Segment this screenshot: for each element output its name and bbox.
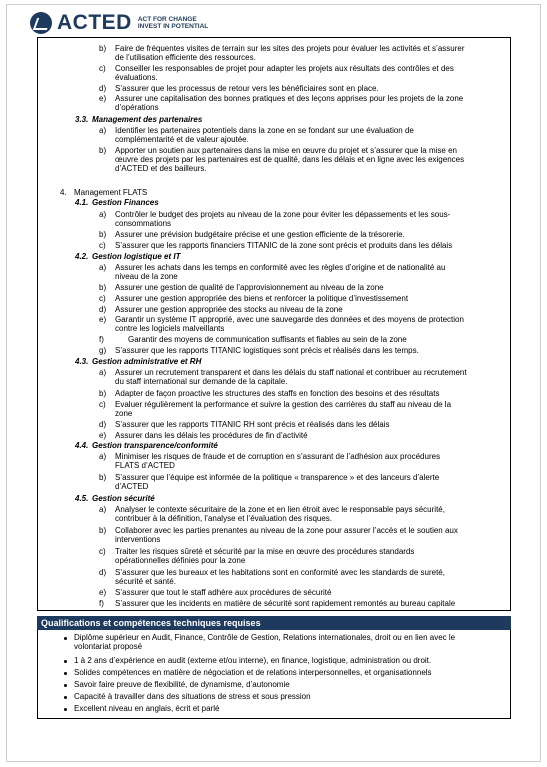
list-marker: d): [99, 305, 107, 314]
qualification-item: Capacité à travailler dans des situations de stress et sous pression: [74, 692, 311, 701]
list-marker: b): [99, 389, 107, 398]
list-marker: c): [99, 241, 106, 250]
list-marker: b): [99, 473, 107, 482]
logo-tagline-2: INVEST IN POTENTIAL: [137, 23, 209, 30]
list-item-text: Conseiller les responsables de projet pour adapter les projets aux résultats des contrôles et des: [115, 64, 454, 73]
bullet-icon: [64, 672, 67, 675]
logo-tagline-1: ACT FOR CHANGE: [137, 16, 197, 23]
list-item-text: interventions: [115, 535, 161, 544]
list-item-text: complémentarité et de valeur ajoutée.: [115, 135, 249, 144]
list-item-text: Assurer un recrutement transparent et dans les délais du staff national et contribuer au recrutement: [115, 368, 467, 377]
list-marker: a): [99, 126, 107, 135]
bullet-icon: [64, 708, 67, 711]
qualification-item: Excellent niveau en anglais, écrit et parlé: [74, 704, 220, 713]
qualification-item: volontariat proposé: [74, 642, 143, 651]
list-marker: d): [99, 568, 107, 577]
list-item-text: Adapter de façon proactive les structures des staffs en fonction des besoins et des résultats: [115, 389, 440, 398]
list-item-text: Contrôler le budget des projets au niveau de la zone pour éviter les dépassements et les sous-: [115, 210, 451, 219]
list-item-text: Assurer dans les délais les procédures de fin d’activité: [115, 431, 308, 440]
list-item-text: de l’utilisation efficiente des ressources.: [115, 53, 256, 62]
section-heading: Gestion Finances: [92, 198, 159, 207]
list-item-text: S’assurer que les processus de retour vers les bénéficiaires sont en place.: [115, 84, 379, 93]
list-item-text: Minimiser les risques de fraude et de corruption en s’assurant de l’adhésion aux procédures: [115, 452, 441, 461]
list-marker: 4.2.: [75, 252, 89, 261]
list-item-text: S’assurer que les rapports financiers TITANIC de la zone sont précis et produits dans les délais: [115, 241, 453, 250]
bullet-icon: [64, 684, 67, 687]
list-marker: 4.5.: [75, 494, 89, 503]
list-item-text: d’ACTED et des bailleurs.: [115, 164, 207, 173]
section-heading: Gestion administrative et RH: [92, 357, 202, 366]
list-item-text: zone: [115, 409, 133, 418]
bullet-icon: [64, 696, 67, 699]
list-item-text: Faire de fréquentes visites de terrain sur les sites des projets pour évaluer les activités et s’assurer: [115, 44, 465, 53]
list-marker: e): [99, 588, 107, 597]
qualifications-title: Qualifications et compétences techniques requises: [37, 616, 511, 630]
section-heading: Gestion logistique et IT: [92, 252, 181, 261]
qualification-item: Solides compétences en matière de négociation et de relations interpersonnelles, et organisationnels: [74, 668, 432, 677]
list-marker: f): [99, 335, 104, 344]
list-marker: b): [99, 230, 107, 239]
list-item-text: Identifier les partenaires potentiels dans la zone en se fondant sur une évaluation de: [115, 126, 414, 135]
acted-logo: [30, 10, 208, 36]
bullet-icon: [64, 660, 67, 663]
list-marker: 4.: [60, 188, 67, 197]
list-marker: e): [99, 431, 107, 440]
list-item-text: Analyser le contexte sécuritaire de la zone et en lien étroit avec le responsable pays sécurité,: [115, 505, 445, 514]
list-marker: b): [99, 283, 107, 292]
list-marker: a): [99, 210, 107, 219]
list-marker: e): [99, 94, 107, 103]
list-marker: a): [99, 263, 107, 272]
list-marker: c): [99, 400, 106, 409]
list-marker: b): [99, 526, 107, 535]
bullet-icon: [64, 637, 67, 640]
logo-name: ACTED: [57, 11, 132, 34]
list-item-text: Apporter un soutien aux partenaires dans la mise en œuvre du projet et s’assurer que la mise en: [115, 146, 457, 155]
list-marker: b): [99, 146, 107, 155]
list-item-text: FLATS d’ACTED: [115, 461, 175, 470]
list-item-text: Traiter les risques sûreté et sécurité par la mise en œuvre des procédures standards: [115, 547, 415, 556]
logo-tagline: [138, 16, 208, 30]
list-item-text: Assurer une capitalisation des bonnes pratiques et des leçons apprises pour les projets de la zone: [115, 94, 464, 103]
list-item-text: Assurer une gestion de qualité de l’approvisionnement au niveau de la zone: [115, 283, 384, 292]
list-item-text: S’assurer que l’équipe est informée de la politique « transparence » et des lanceurs d’alerte: [115, 473, 440, 482]
list-item-text: Assurer une gestion appropriée des biens et renforcer la politique d’investissement: [115, 294, 409, 303]
section-heading: Gestion transparence/conformité: [92, 441, 218, 450]
list-item-text: contre les logiciels malveillants: [115, 324, 225, 333]
section-heading: Management des partenaires: [92, 115, 203, 124]
list-item-text: sécurité et santé.: [115, 577, 176, 586]
list-item-text: du staff international sur demande de la capitale.: [115, 377, 288, 386]
list-item-text: Garantir des moyens de communication suffisants et fiables au sein de la zone: [128, 335, 407, 344]
list-item-text: œuvre des projets par les partenaires est de qualité, dans les délais et en ligne avec les exigences: [115, 155, 465, 164]
list-marker: f): [99, 599, 104, 608]
list-marker: a): [99, 368, 107, 377]
list-marker: 4.3.: [75, 357, 89, 366]
list-item-text: opérationnelles définies pour la zone: [115, 556, 246, 565]
list-item-text: S’assurer que les incidents en matière de sécurité sont rapidement remontés au bureau capitale: [115, 599, 456, 608]
list-marker: 4.4.: [75, 441, 89, 450]
list-item-text: Garantir un système IT approprié, avec une sauvegarde des données et des moyens de protection: [115, 315, 464, 324]
list-item-text: S’assurer que tout le staff adhère aux procédures de sécurité: [115, 588, 332, 597]
list-item-text: S’assurer que les rapports TITANIC RH sont précis et réalisés dans les délais: [115, 420, 390, 429]
list-marker: g): [99, 346, 107, 355]
list-item-text: Assurer une prévision budgétaire précise et une gestion efficiente de la trésorerie.: [115, 230, 405, 239]
list-item-text: consommations: [115, 219, 172, 228]
list-marker: c): [99, 294, 106, 303]
list-item-text: Assurer une gestion appropriée des stocks au niveau de la zone: [115, 305, 343, 314]
section-heading: Gestion sécurité: [92, 494, 155, 503]
list-item-text: S’assurer que les rapports TITANIC logistiques sont précis et réalisés dans les temps.: [115, 346, 419, 355]
list-item-text: niveau de la zone: [115, 272, 178, 281]
list-marker: a): [99, 452, 107, 461]
list-marker: 4.1.: [75, 198, 89, 207]
list-marker: c): [99, 64, 106, 73]
acted-logo-icon: [30, 12, 52, 34]
list-item-text: Evaluer régulièrement la performance et suivre la gestion des carrières du staff au niveau de la: [115, 400, 452, 409]
list-marker: d): [99, 420, 107, 429]
list-item-text: évaluations.: [115, 73, 158, 82]
qualification-item: Diplôme supérieur en Audit, Finance, Contrôle de Gestion, Relations internationales, droit ou en lien avec le: [74, 633, 456, 642]
list-marker: b): [99, 44, 107, 53]
list-item-text: contribuer à la définition, l’analyse et l’évaluation des risques.: [115, 514, 333, 523]
qualification-item: Savoir faire preuve de flexibilité, de dynamisme, d’autonomie: [74, 680, 290, 689]
list-item-text: Collaborer avec les parties prenantes au niveau de la zone pour assurer l’accès et le soutien aux: [115, 526, 458, 535]
qualification-item: 1 à 2 ans d’expérience en audit (externe et/ou interne), en finance, logistique, administration ou droit.: [74, 656, 432, 665]
list-item-text: d’ACTED: [115, 482, 149, 491]
list-item-text: Assurer les achats dans les temps en conformité avec les règles d’origine et de nationalité au: [115, 263, 446, 272]
list-marker: e): [99, 315, 107, 324]
list-item-text: Management FLATS: [74, 188, 148, 197]
list-marker: d): [99, 84, 107, 93]
list-marker: 3.3.: [75, 115, 89, 124]
list-marker: a): [99, 505, 107, 514]
list-item-text: S’assurer que les bureaux et les habitations sont en conformité avec les standards de sureté,: [115, 568, 445, 577]
list-item-text: d’opérations: [115, 103, 159, 112]
list-marker: c): [99, 547, 106, 556]
